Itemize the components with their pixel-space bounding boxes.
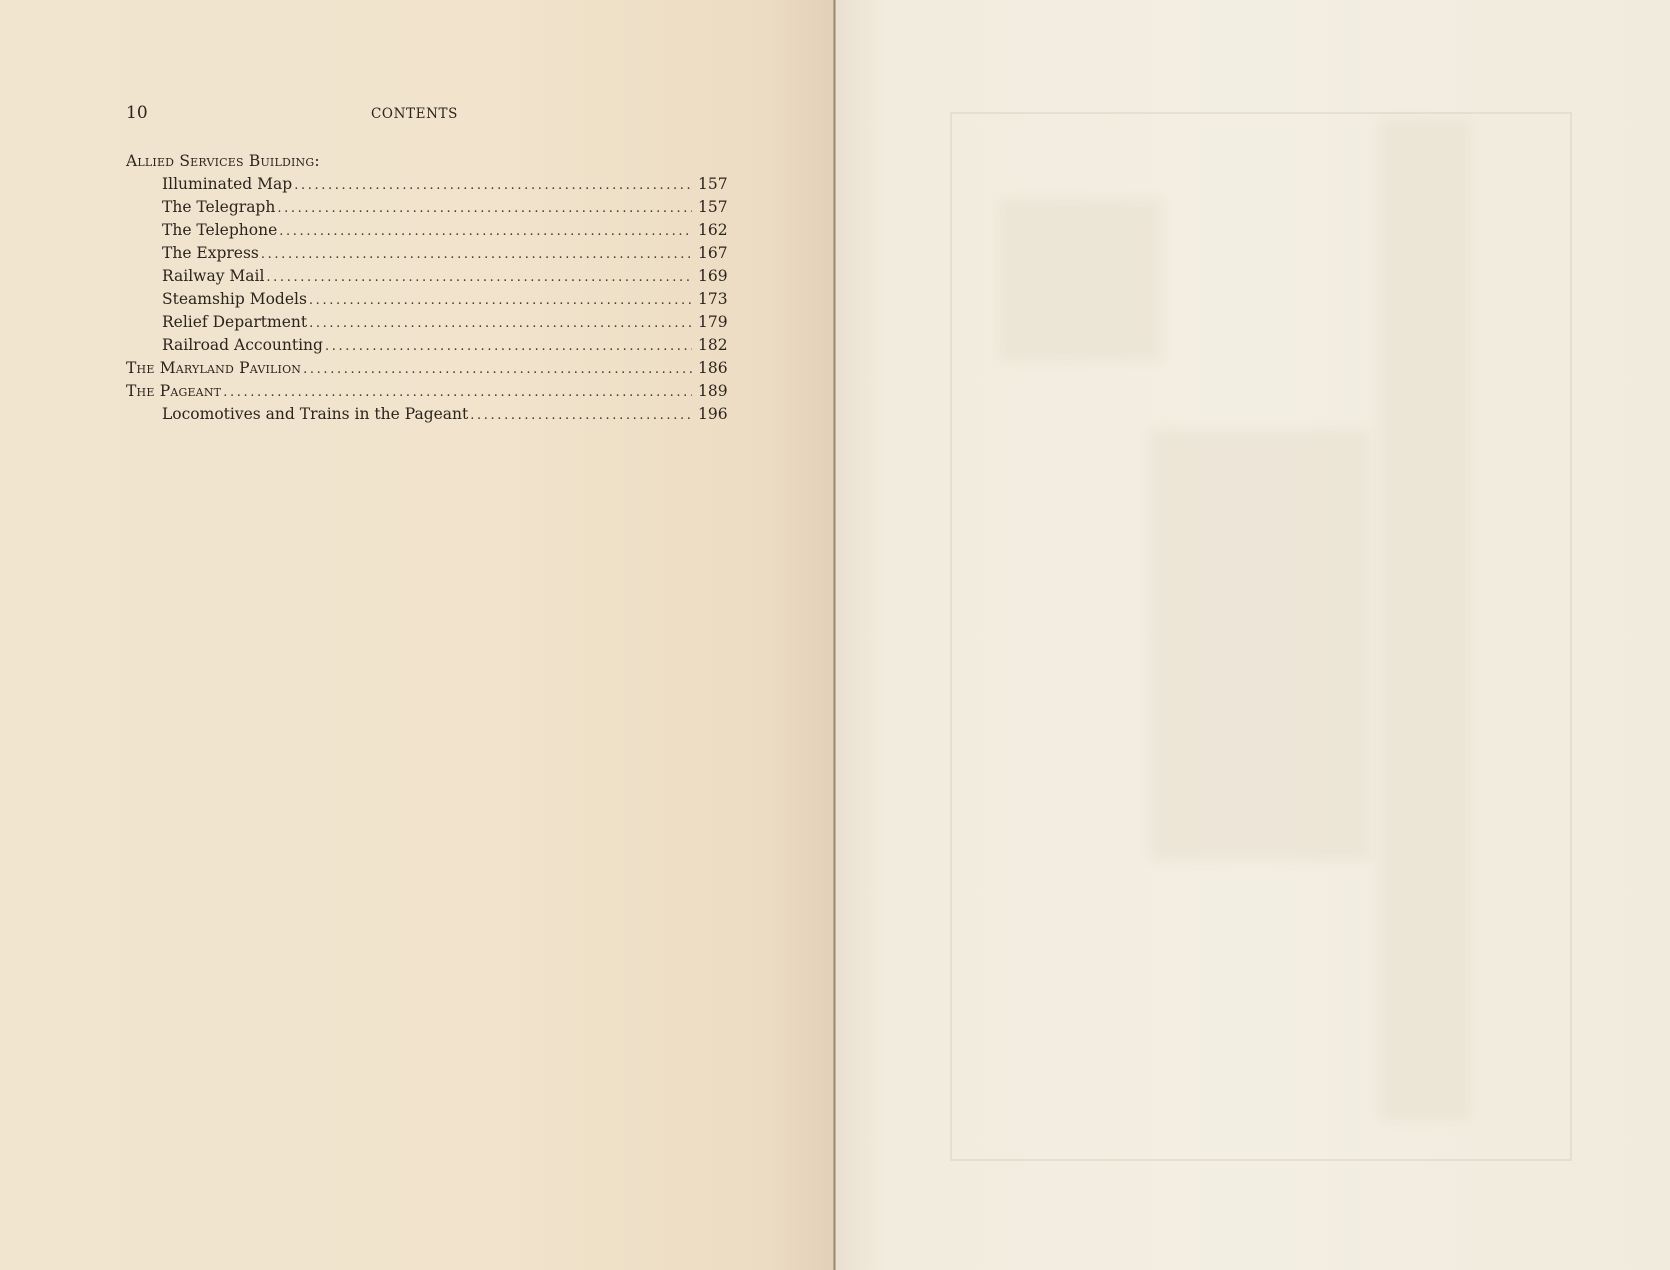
dot-leader [266, 266, 692, 289]
toc-entry [126, 357, 726, 380]
toc-section-heading: Allied Services Building: [126, 152, 320, 170]
dot-leader [277, 197, 692, 220]
toc-entry-label: The Maryland Pavilion [126, 359, 302, 377]
dot-leader [325, 335, 692, 358]
dot-leader [294, 174, 692, 197]
dot-leader [223, 381, 692, 404]
toc-entry-page: 179 [698, 313, 728, 331]
toc-entry-label: Steamship Models [162, 290, 307, 308]
running-head [126, 103, 726, 127]
dot-leader [309, 289, 692, 312]
toc-entry [126, 173, 726, 196]
toc-entry-label: The Telegraph [162, 198, 276, 216]
toc-entry-page: 157 [698, 175, 728, 193]
toc-entry-label: The Express [162, 244, 259, 262]
dot-leader [261, 243, 692, 266]
toc-entry-page: 196 [698, 405, 728, 423]
toc-entry-page: 186 [698, 359, 728, 377]
toc-entry-page: 162 [698, 221, 728, 239]
table-of-contents [126, 150, 726, 426]
show-through-shadow [1380, 120, 1470, 1120]
left-page [0, 0, 834, 1270]
toc-entry [126, 265, 726, 288]
toc-entry-label: Relief Department [162, 313, 308, 331]
toc-entry-label: The Pageant [126, 382, 222, 400]
toc-entry-label: Railway Mail [162, 267, 265, 285]
toc-entry-page: 182 [698, 336, 728, 354]
show-through-shadow [1150, 430, 1370, 860]
toc-entry [126, 242, 726, 265]
toc-entry-page: 169 [698, 267, 728, 285]
show-through-shadow [1000, 200, 1160, 360]
dot-leader [470, 404, 692, 427]
toc-entry [126, 219, 726, 242]
dot-leader [309, 312, 692, 335]
page-number: 10 [126, 103, 148, 123]
running-title: CONTENTS [371, 106, 458, 122]
toc-entry-page: 189 [698, 382, 728, 400]
toc-entry-label: Illuminated Map [162, 175, 293, 193]
toc-entry-page: 157 [698, 198, 728, 216]
toc-entry [126, 380, 726, 403]
toc-entry [126, 196, 726, 219]
toc-entry-label: Locomotives and Trains in the Pageant [162, 405, 469, 423]
toc-entry [126, 288, 726, 311]
toc-entry [126, 311, 726, 334]
toc-entry-page: 167 [698, 244, 728, 262]
dot-leader [279, 220, 692, 243]
toc-entry [126, 334, 726, 357]
toc-entry-label: Railroad Accounting [162, 336, 323, 354]
toc-entry [126, 403, 726, 426]
toc-entry-label: The Telephone [162, 221, 278, 239]
dot-leader [303, 358, 692, 381]
toc-entry-page: 173 [698, 290, 728, 308]
